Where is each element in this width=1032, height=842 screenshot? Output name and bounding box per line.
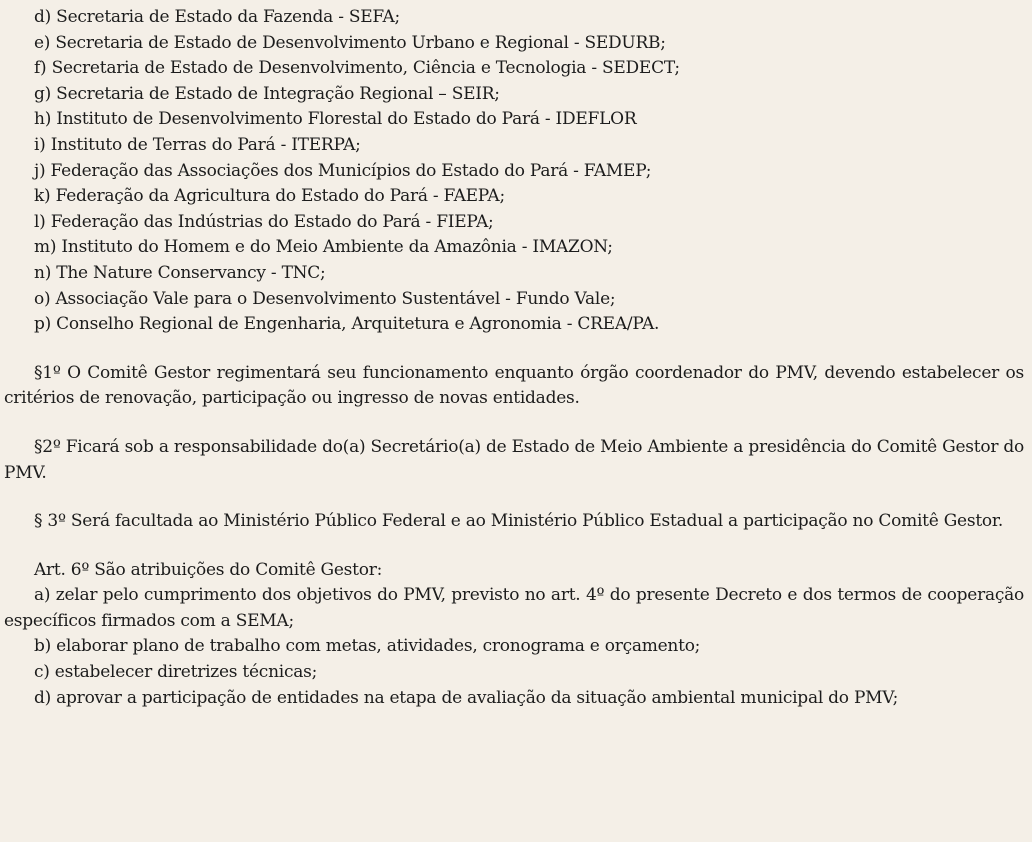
list-item: d) Secretaria de Estado da Fazenda - SEFA; [34, 7, 400, 27]
list-item: e) Secretaria de Estado de Desenvolvimento Urbano e Regional - SEDURB; [34, 32, 666, 53]
list-item: f) Secretaria de Estado de Desenvolvimento, Ciência e Tecnologia - SEDECT; [34, 58, 680, 79]
spacer [4, 486, 1024, 509]
list-item: h) Instituto de Desenvolvimento Florestal do Estado do Pará - IDEFLOR [34, 109, 637, 130]
article-item-a: a) zelar pelo cumprimento dos objetivos do PMV, previsto no art. 4º do presente Decreto e dos termos de cooperação específicos firmados com a SEMA; [4, 585, 1024, 631]
list-item: o) Associação Vale para o Desenvolvimento Sustentável - Fundo Vale; [34, 288, 616, 309]
paragraph-3: § 3º Será facultada ao Ministério Público Federal e ao Ministério Público Estadual a participação no Comitê Gestor. [34, 511, 1004, 532]
article-6 [4, 558, 1024, 712]
article-item-b: b) elaborar plano de trabalho com metas, atividades, cronograma e orçamento; [34, 636, 701, 657]
spacer [4, 412, 1024, 435]
spacer [4, 338, 1024, 361]
article-heading: Art. 6º São atribuições do Comitê Gestor: [34, 559, 383, 580]
article-item-d: d) aprovar a participação de entidades na etapa de avaliação da situação ambiental municipal do PMV; [34, 687, 899, 708]
entity-list [4, 5, 1024, 338]
list-item: l) Federação das Indústrias do Estado do Pará - FIEPA; [34, 211, 494, 232]
paragraph-1: §1º O Comitê Gestor regimentará seu funcionamento enquanto órgão coordenador do PMV, devendo estabelecer os critérios de renovação, participação ou ingresso de novas entidades. [4, 362, 1024, 409]
list-item: k) Federação da Agricultura do Estado do Pará - FAEPA; [34, 186, 505, 207]
paragraph-2: §2º Ficará sob a responsabilidade do(a) Secretário(a) de Estado de Meio Ambiente a presidência do Comitê Gestor do PMV. [4, 436, 1024, 483]
spacer [4, 535, 1024, 558]
list-item: i) Instituto de Terras do Pará - ITERPA; [34, 134, 361, 155]
list-item: j) Federação das Associações dos Municípios do Estado do Pará - FAMEP; [34, 160, 652, 181]
list-item: p) Conselho Regional de Engenharia, Arquitetura e Agronomia - CREA/PA. [34, 314, 660, 335]
article-item-c: c) estabelecer diretrizes técnicas; [34, 662, 318, 683]
list-item: m) Instituto do Homem e do Meio Ambiente da Amazônia - IMAZON; [34, 237, 613, 258]
list-item: n) The Nature Conservancy - TNC; [34, 262, 326, 283]
list-item: g) Secretaria de Estado de Integração Regional – SEIR; [34, 83, 500, 104]
